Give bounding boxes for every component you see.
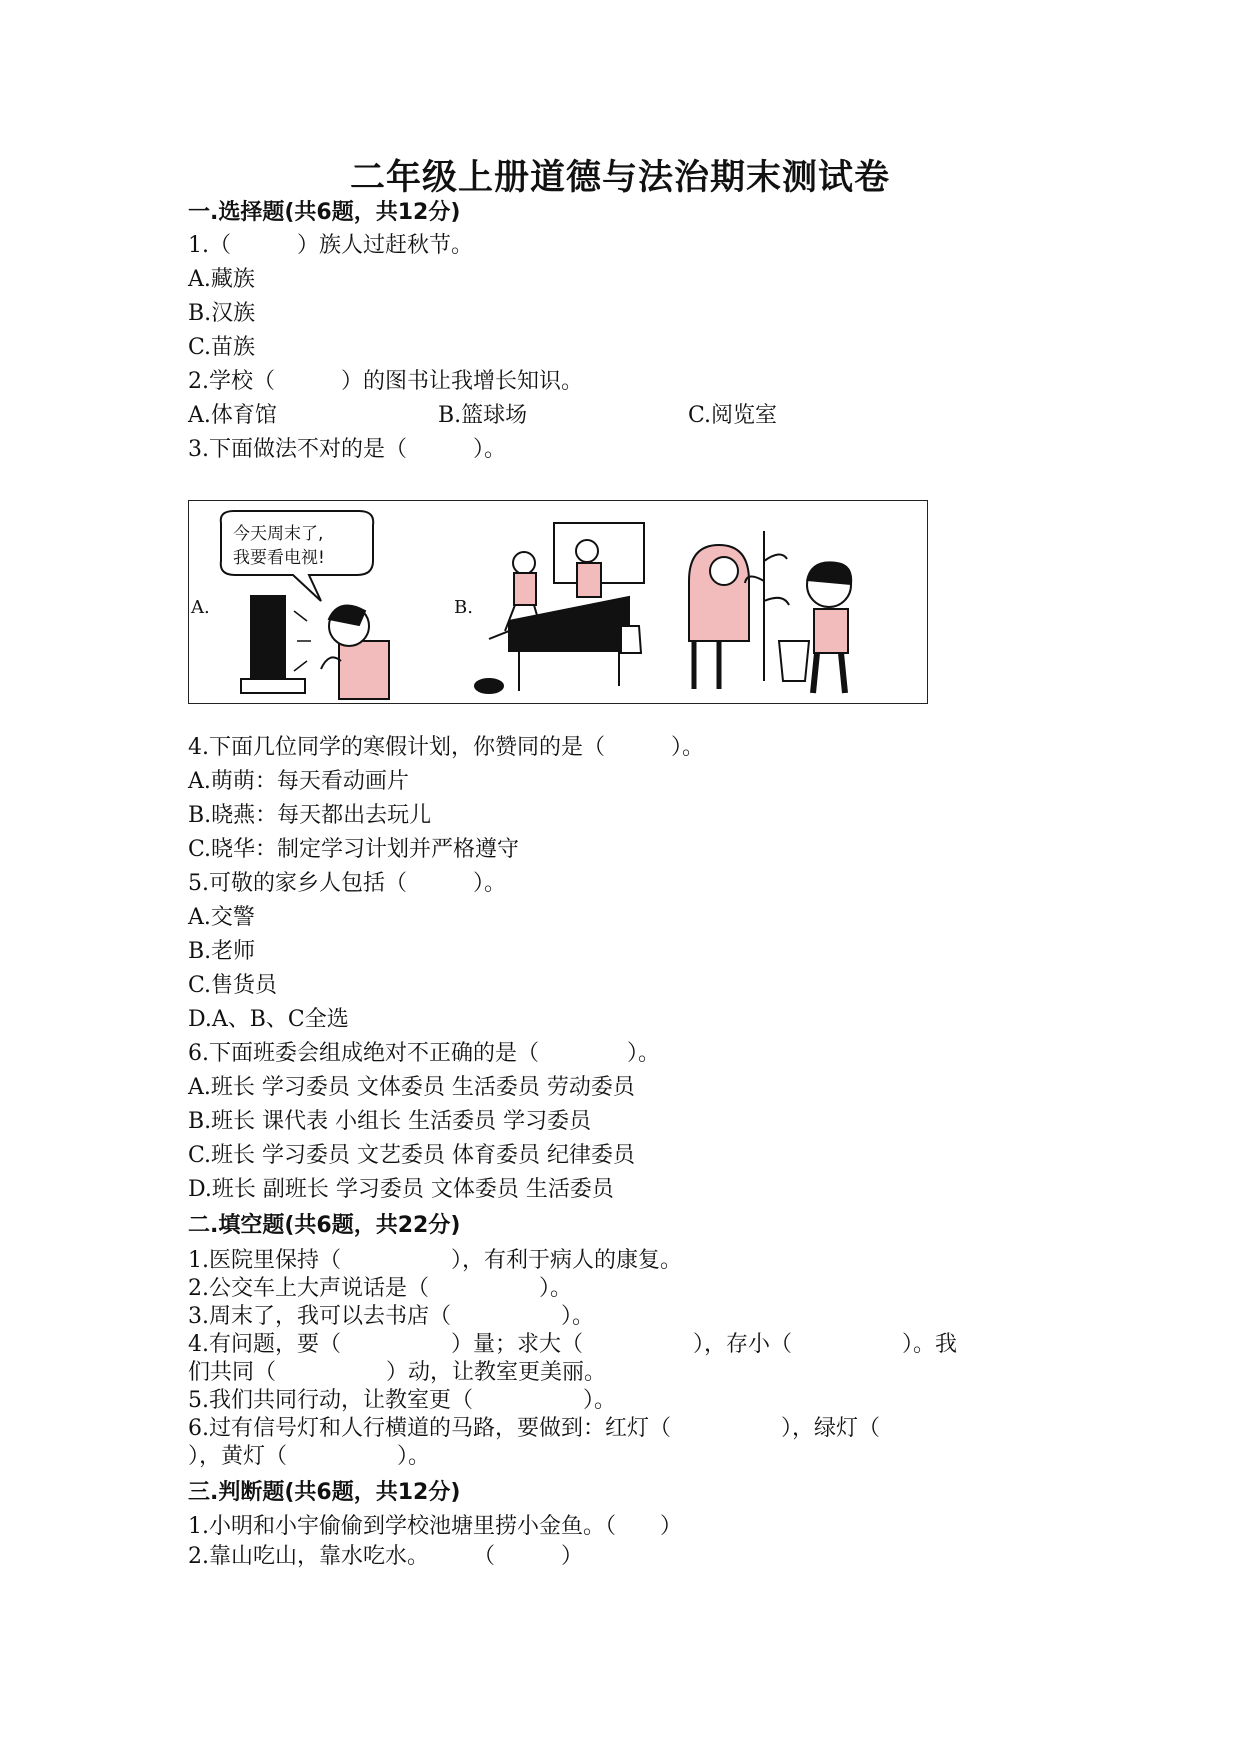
- exam-title: 二年级上册道德与法治期末测试卷: [349, 158, 890, 198]
- q5-stem: 5.可敬的家乡人包括（ ）。: [188, 871, 506, 896]
- q1-option-c: C.苗族: [188, 335, 256, 360]
- fill-line-2: 2.公交车上大声说话是（ ）。: [188, 1276, 572, 1301]
- q2-option-c: C.阅览室: [688, 403, 778, 428]
- q1-option-a: A.藏族: [188, 267, 255, 292]
- q6-stem: 6.下面班委会组成绝对不正确的是（ ）。: [188, 1041, 660, 1066]
- q6-option-a: A.班长 学习委员 文体委员 生活委员 劳动委员: [188, 1075, 635, 1100]
- section3-heading: 三.判断题(共6题，共12分): [188, 1480, 461, 1505]
- q2-option-a: A.体育馆: [188, 403, 277, 428]
- fill-line-4-cont: 们共同（ ）动，让教室更美丽。: [188, 1360, 607, 1385]
- q6-option-c: C.班长 学习委员 文艺委员 体育委员 纪律委员: [188, 1143, 636, 1168]
- judge-line-1: 1.小明和小宇偷偷到学校池塘里捞小金鱼。（ ）: [188, 1514, 682, 1539]
- section2-heading: 二.填空题(共6题，共22分): [188, 1213, 461, 1238]
- q5-option-c: C.售货员: [188, 973, 278, 998]
- section1-heading: 一.选择题(共6题，共12分): [188, 200, 461, 225]
- fill-line-1: 1.医院里保持（ ），有利于病人的康复。: [188, 1248, 682, 1273]
- q2-option-b: B.篮球场: [438, 403, 528, 428]
- q5-option-b: B.老师: [188, 939, 256, 964]
- bubble-line-1: 今天周末了,: [233, 524, 324, 544]
- q2-stem: 2.学校（ ）的图书让我增长知识。: [188, 369, 583, 394]
- panel-c-tree-planting-scene: [689, 531, 851, 693]
- q3-stem: 3.下面做法不对的是（ ）。: [188, 437, 506, 462]
- q4-option-a: A.萌萌：每天看动画片: [188, 769, 409, 794]
- q4-option-c: C.晓华：制定学习计划并严格遵守: [188, 837, 520, 862]
- q6-option-d: D.班长 副班长 学习委员 文体委员 生活委员: [188, 1177, 614, 1202]
- q1-stem: 1.（ ）族人过赶秋节。: [188, 233, 473, 258]
- judge-line-2: 2.靠山吃山，靠水吃水。 （ ）: [188, 1544, 583, 1569]
- q1-option-b: B.汉族: [188, 301, 256, 326]
- q5-option-d: D.A、B、C全选: [188, 1007, 349, 1032]
- q3-illustration: [188, 500, 928, 704]
- panel-b-label: B.: [454, 597, 473, 618]
- q5-option-a: A.交警: [188, 905, 255, 930]
- fill-line-4: 4.有问题，要（ ）量；求大（ ），存小（ ）。我: [188, 1332, 957, 1357]
- bubble-line-2: 我要看电视!: [233, 548, 325, 568]
- fill-line-5: 5.我们共同行动，让教室更（ ）。: [188, 1388, 616, 1413]
- fill-line-6: 6.过有信号灯和人行横道的马路，要做到：红灯（ ），绿灯（: [188, 1416, 880, 1441]
- panel-b-cleaning-scene: [475, 523, 644, 693]
- fill-line-6-cont: ），黄灯（ ）。: [188, 1444, 431, 1469]
- q4-option-b: B.晓燕：每天都出去玩儿: [188, 803, 432, 828]
- fill-line-3: 3.周末了，我可以去书店（ ）。: [188, 1304, 594, 1329]
- q6-option-b: B.班长 课代表 小组长 生活委员 学习委员: [188, 1109, 592, 1134]
- panel-a-label: A.: [191, 597, 210, 618]
- q4-stem: 4.下面几位同学的寒假计划，你赞同的是（ ）。: [188, 735, 704, 760]
